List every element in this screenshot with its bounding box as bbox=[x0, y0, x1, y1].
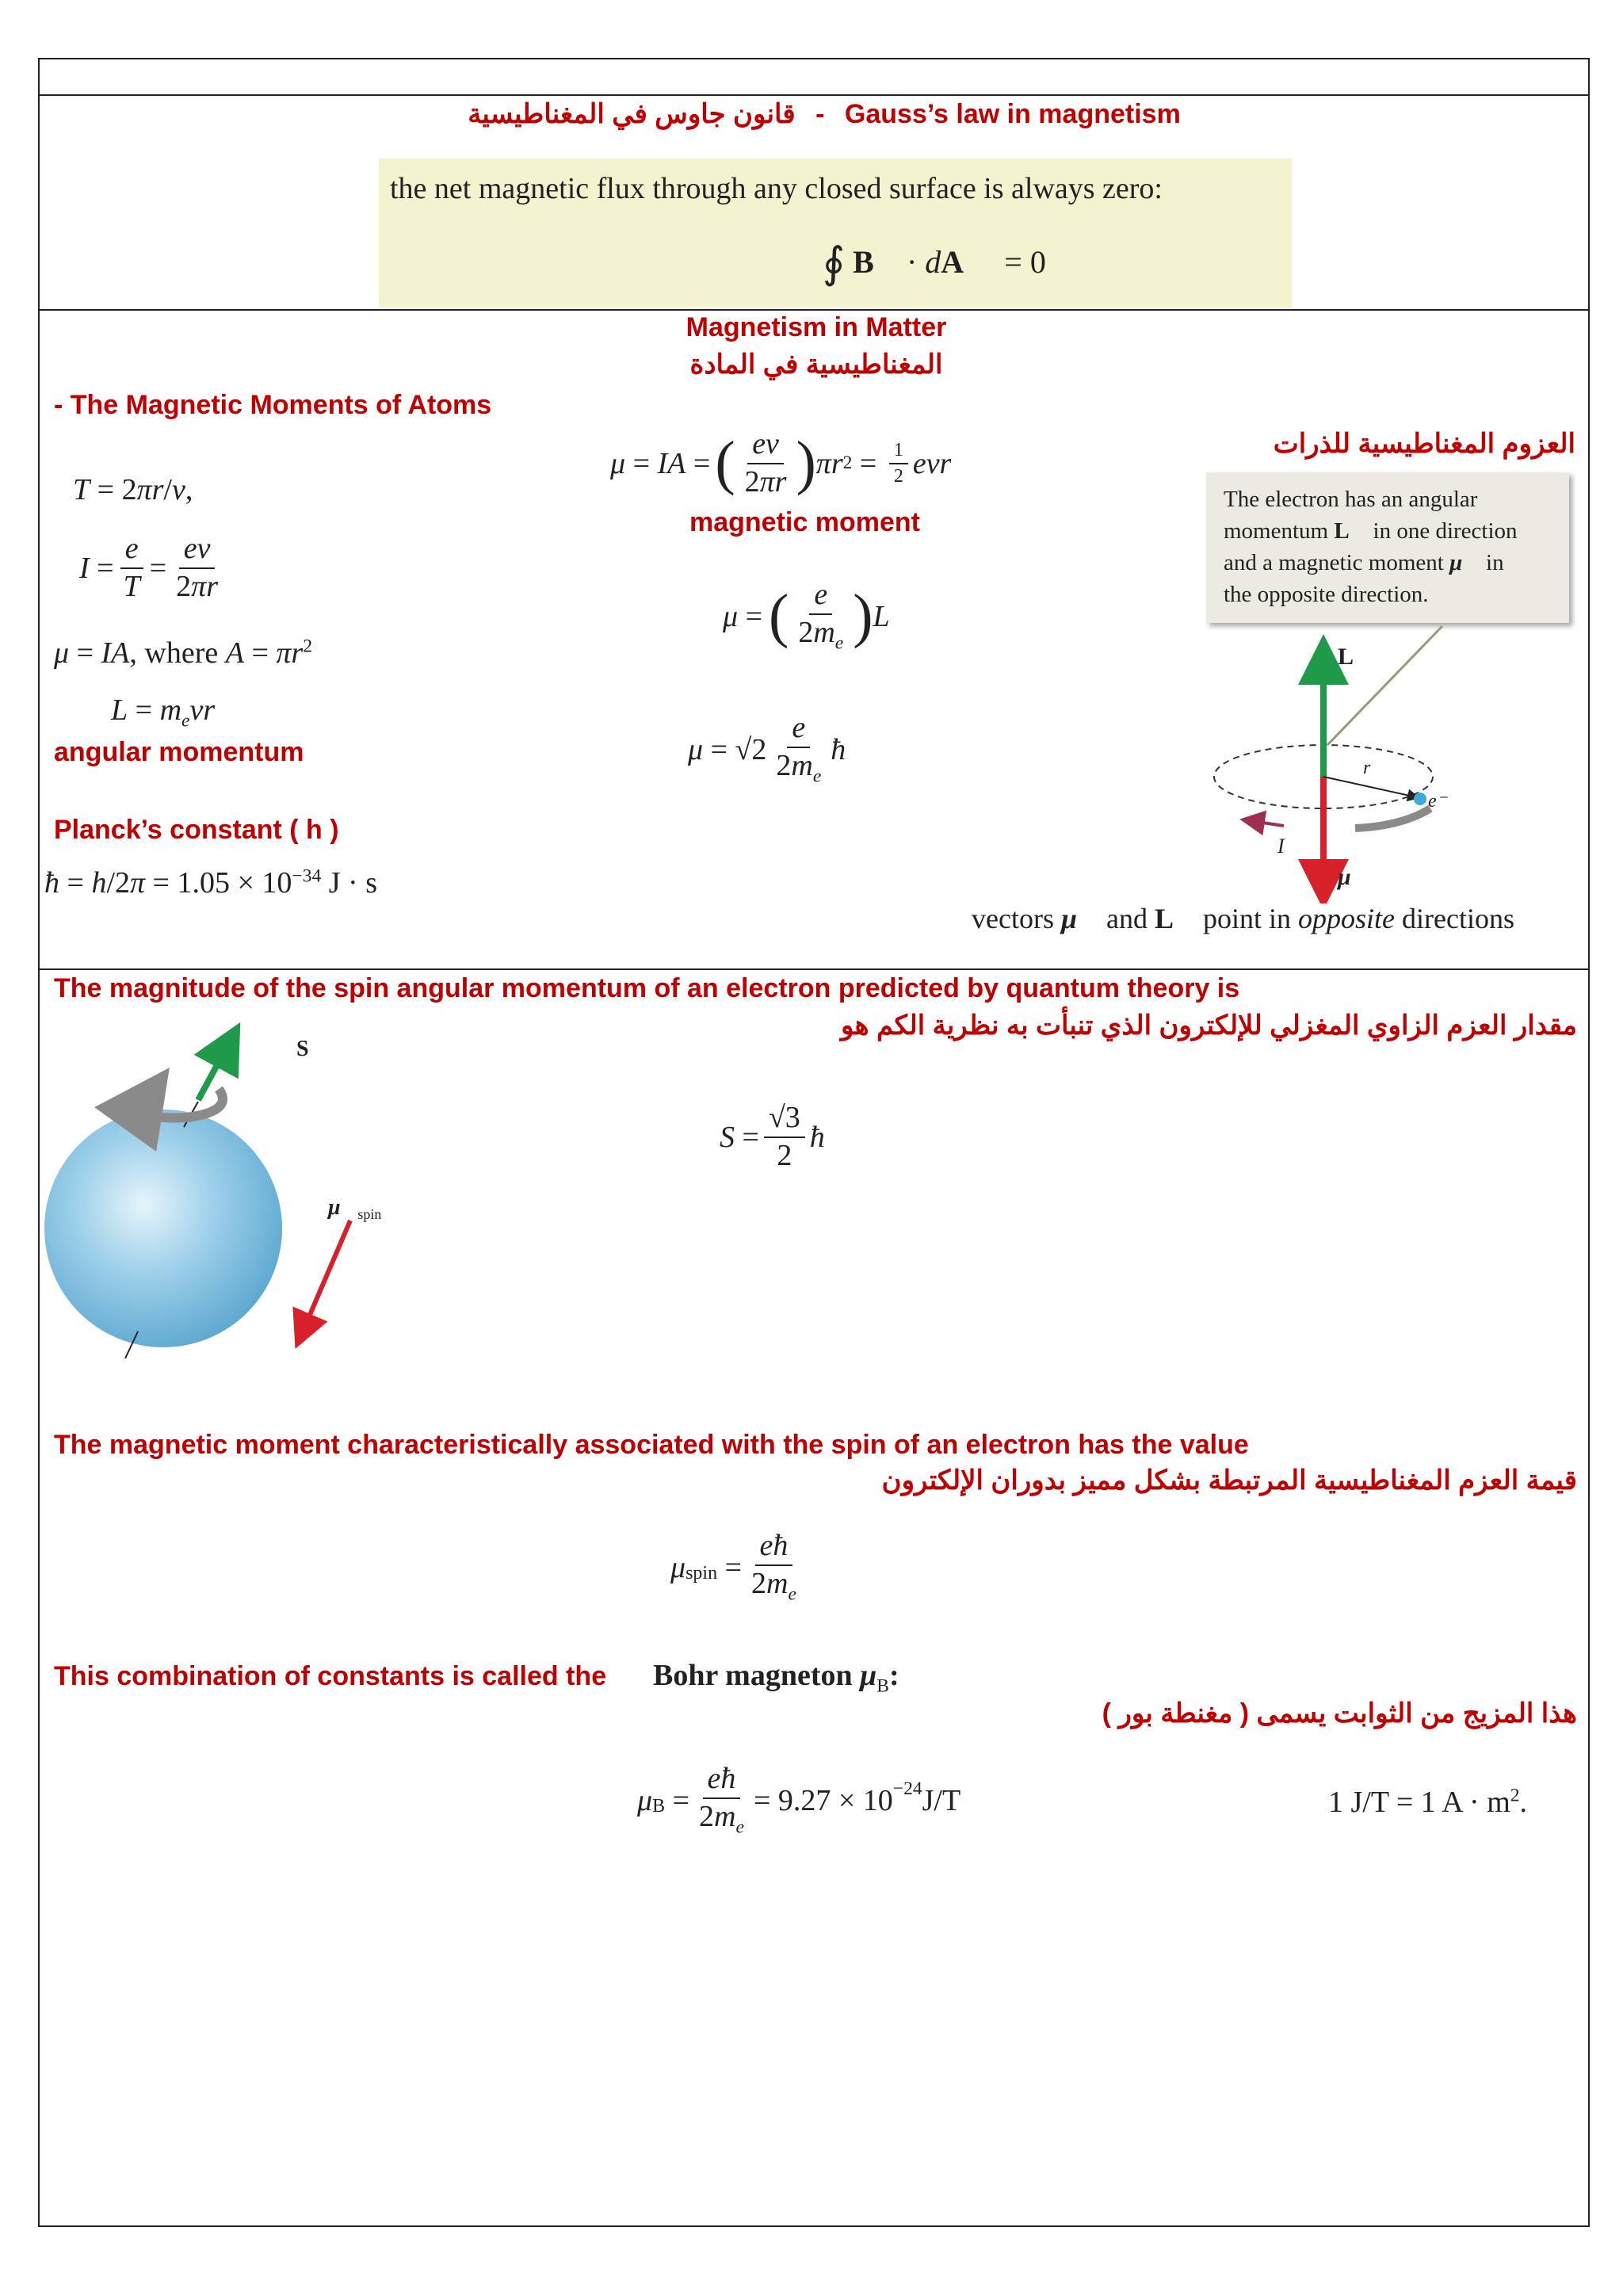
callout-line: and a magnetic moment μ⃗ in bbox=[1224, 550, 1504, 576]
equation-spin-moment: μ $_{spin}$ = $\frac{eħ}{2m_e}$ bbox=[670, 1529, 796, 1605]
callout-note bbox=[1206, 472, 1569, 623]
bohr-exponent: −24 bbox=[892, 1778, 922, 1800]
equation-moment-orbit: μ = IA = ( $\frac{ev}{2\pi r}$ ) πr 2 = $\frac{1}{2}$ evr bbox=[610, 427, 952, 499]
spin-moment-label: $\mu⃗_{spin}$ bbox=[328, 1195, 382, 1222]
caption-text: point in bbox=[1203, 903, 1292, 934]
spin-moment-statement-en: The magnetic moment characteristically associated with the spin of an electron has the value bbox=[54, 1430, 1249, 1460]
spin-moment-arrow bbox=[303, 1221, 350, 1331]
subheading-magnetic-moments: - The Magnetic Moments of Atoms bbox=[54, 390, 492, 420]
spin-moment-statement-ar: قيمة العزم المغناطيسية المرتبطة بشكل مميز بدوران الإلكترون bbox=[881, 1465, 1577, 1496]
electron-dot bbox=[1414, 793, 1426, 805]
spin-statement-en: The magnitude of the spin angular momentum of an electron predicted by quantum theory is bbox=[54, 973, 1240, 1003]
subheading-magnetic-moments-ar: العزوم المغناطيسية للذرات bbox=[1273, 429, 1575, 459]
divider bbox=[38, 94, 1590, 96]
equation-period: T = 2πr/v, bbox=[73, 473, 193, 506]
callout-text: in bbox=[1486, 550, 1504, 576]
bohr-term: Bohr magneton $\mu_B$: bbox=[653, 1659, 899, 1697]
equation-hbar: ħ = $h/2\pi = 1.05 \times 10^{-34}$ J · s bbox=[44, 865, 377, 900]
rotation-arrow bbox=[144, 1089, 223, 1118]
bohr-term-text: Bohr magneton bbox=[653, 1659, 853, 1692]
bohr-unit: J/T bbox=[922, 1783, 961, 1817]
motion-sweep bbox=[1355, 808, 1430, 828]
callout-line: The electron has an angular bbox=[1224, 487, 1478, 512]
callout-text: and a magnetic moment bbox=[1224, 550, 1444, 576]
gauss-equation: ∮ B⃗ · dA⃗ = 0 bbox=[823, 239, 1046, 287]
label-planck: Planck’s constant ( h ) bbox=[54, 815, 339, 845]
heading-magnetism-matter-ar: المغناطيسية في المادة bbox=[689, 350, 943, 380]
label-angular-momentum: angular momentum bbox=[54, 737, 304, 767]
equation-moment-L: μ = ( $\frac{e}{2m_e}$ ) L bbox=[723, 578, 890, 654]
orbit-diagram bbox=[1205, 618, 1585, 904]
spinning-electron-diagram bbox=[44, 1022, 409, 1387]
equation-angular-momentum: $L = m_evr$ bbox=[111, 693, 216, 732]
gauss-law-box bbox=[379, 159, 1292, 308]
spin-vector-label: S⃗ bbox=[296, 1037, 327, 1061]
bohr-value: = 9.27 × 10 bbox=[753, 1783, 893, 1817]
callout-text: momentum bbox=[1224, 518, 1329, 544]
gauss-title-ar: قانون جاوس في المغناطيسية bbox=[468, 99, 796, 129]
callout-line: momentum L⃗ in one direction bbox=[1224, 518, 1518, 544]
gauss-title-en: Gauss’s law in magnetism bbox=[844, 99, 1181, 129]
unit-relation: 1 J/T = 1 $A \cdot m^2$. bbox=[1328, 1785, 1528, 1819]
equation-bohr-magneton: μ $_B$ = $\frac{eħ}{2m_e}$ = 9.27 × 10 $^{-24}$ J/T bbox=[637, 1762, 961, 1838]
current-label: I bbox=[1277, 835, 1285, 858]
callout-text: in one direction bbox=[1373, 518, 1518, 544]
divider bbox=[38, 309, 1590, 311]
current-arrow bbox=[1252, 821, 1284, 826]
label-magnetic-moment: magnetic moment bbox=[689, 507, 920, 537]
caption-text: opposite bbox=[1298, 903, 1396, 934]
equation-spin-magnitude: S = $\frac{√3}{2}$ ħ bbox=[720, 1101, 825, 1172]
caption-text: and bbox=[1106, 903, 1148, 934]
radius-arrow bbox=[1323, 777, 1417, 797]
heading-magnetism-matter: Magnetism in Matter bbox=[685, 312, 947, 342]
caption-text: directions bbox=[1402, 903, 1514, 934]
callout-line: the opposite direction. bbox=[1224, 582, 1429, 608]
angular-momentum-label: L⃗ bbox=[1338, 644, 1373, 670]
equation-moment-hbar: μ = √2 $\frac{e}{2m_e}$ ħ bbox=[688, 711, 846, 787]
caption-text: vectors bbox=[972, 903, 1054, 934]
equation-moment-area: μ = IA, where $A = \pi r^2$ bbox=[54, 636, 312, 670]
bohr-statement-ar: هذا المزيج من الثوابت يسمى ( مغنطة بور ) bbox=[1102, 1698, 1577, 1729]
divider bbox=[38, 968, 1590, 970]
equation-current: I = $\frac{e}{T}$ = $\frac{ev}{2\pi r}$ bbox=[79, 532, 218, 603]
gauss-statement: the net magnetic flux through any closed surface is always zero: bbox=[390, 172, 1163, 205]
electron-sphere bbox=[44, 1110, 282, 1347]
gauss-title bbox=[444, 98, 1205, 130]
spin-statement-ar: مقدار العزم الزاوي المغزلي للإلكترون الذي تنبأت به نظرية الكم هو bbox=[841, 1010, 1577, 1041]
diagram-caption: vectors μ⃗ and L⃗ point in opposite directions bbox=[972, 903, 1514, 934]
electron-label: e⁻ bbox=[1428, 791, 1447, 812]
radius-label: r bbox=[1363, 758, 1371, 778]
gauss-title-separator: - bbox=[815, 99, 825, 129]
magnetic-moment-label: μ⃗ bbox=[1338, 864, 1370, 890]
bohr-statement-en: This combination of constants is called the bbox=[54, 1661, 607, 1691]
unit-relation-text: 1 J/T = 1 A · m bbox=[1328, 1786, 1510, 1819]
